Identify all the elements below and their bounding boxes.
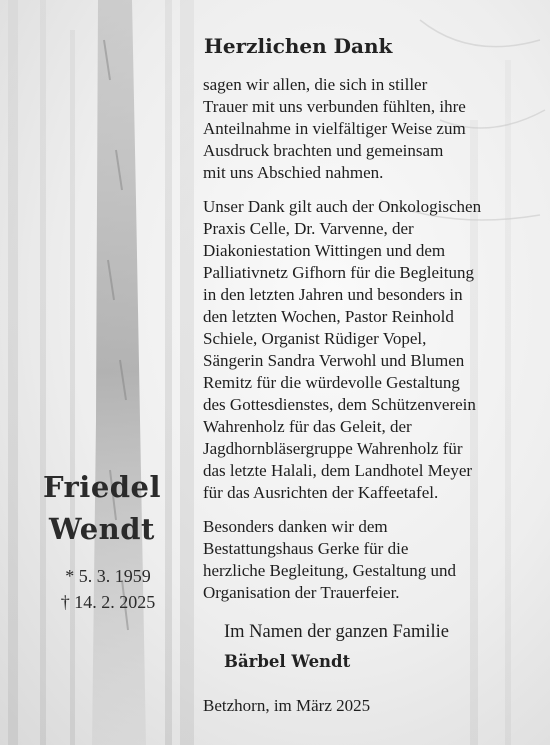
deceased-last-name: Wendt	[49, 512, 155, 546]
signature-line: Im Namen der ganzen Familie	[224, 622, 449, 642]
signature-name: Bärbel Wendt	[224, 652, 351, 671]
text-line: Besonders danken wir dem	[203, 517, 388, 536]
birth-date: * 5. 3. 1959	[65, 566, 151, 586]
place-and-date: Betzhorn, im März 2025	[203, 696, 371, 715]
text-line: Trauer mit uns verbunden fühlten, ihre	[203, 97, 466, 116]
paragraph-thanks-caregivers	[203, 196, 533, 504]
text-line: Organisation der Trauerfeier.	[203, 583, 400, 602]
text-line: Anteilnahme in vielfältiger Weise zum	[203, 119, 466, 138]
text-line: mit uns Abschied nahmen.	[203, 163, 384, 182]
text-line: des Gottesdienstes, dem Schützenverein	[203, 395, 476, 414]
text-line: Diakoniestation Wittingen und dem	[203, 241, 446, 260]
text-line: Ausdruck brachten und gemeinsam	[203, 141, 444, 160]
text-line: den letzten Wochen, Pastor Reinhold	[203, 307, 454, 326]
text-line: Praxis Celle, Dr. Varvenne, der	[203, 219, 414, 238]
deceased-first-name: Friedel	[42, 470, 162, 504]
text-line: Wahrenholz für das Geleit, der	[203, 417, 412, 436]
text-line: Jagdhornbläsergruppe Wahrenholz für	[203, 439, 463, 458]
notice-heading: Herzlichen Dank	[204, 34, 393, 58]
paragraph-thanks-funeral-home	[203, 516, 533, 604]
text-line: sagen wir allen, die sich in stiller	[203, 75, 428, 94]
text-line: Palliativnetz Gifhorn für die Begleitung	[203, 263, 474, 282]
text-line: Sängerin Sandra Verwohl und Blumen	[203, 351, 465, 370]
text-line: Remitz für die würdevolle Gestaltung	[203, 373, 460, 392]
text-line: für das Ausrichten der Kaffeetafel.	[203, 483, 439, 502]
text-line: herzliche Begleitung, Gestaltung und	[203, 561, 457, 580]
text-line: Schiele, Organist Rüdiger Vopel,	[203, 329, 427, 348]
text-line: Bestattungshaus Gerke für die	[203, 539, 409, 558]
text-line: Unser Dank gilt auch der Onkologischen	[203, 197, 482, 216]
text-line: das letzte Halali, dem Landhotel Meyer	[203, 461, 473, 480]
text-line: in den letzten Jahren und besonders in	[203, 285, 463, 304]
paragraph-thanks-all	[203, 74, 533, 184]
death-date: † 14. 2. 2025	[60, 592, 156, 612]
